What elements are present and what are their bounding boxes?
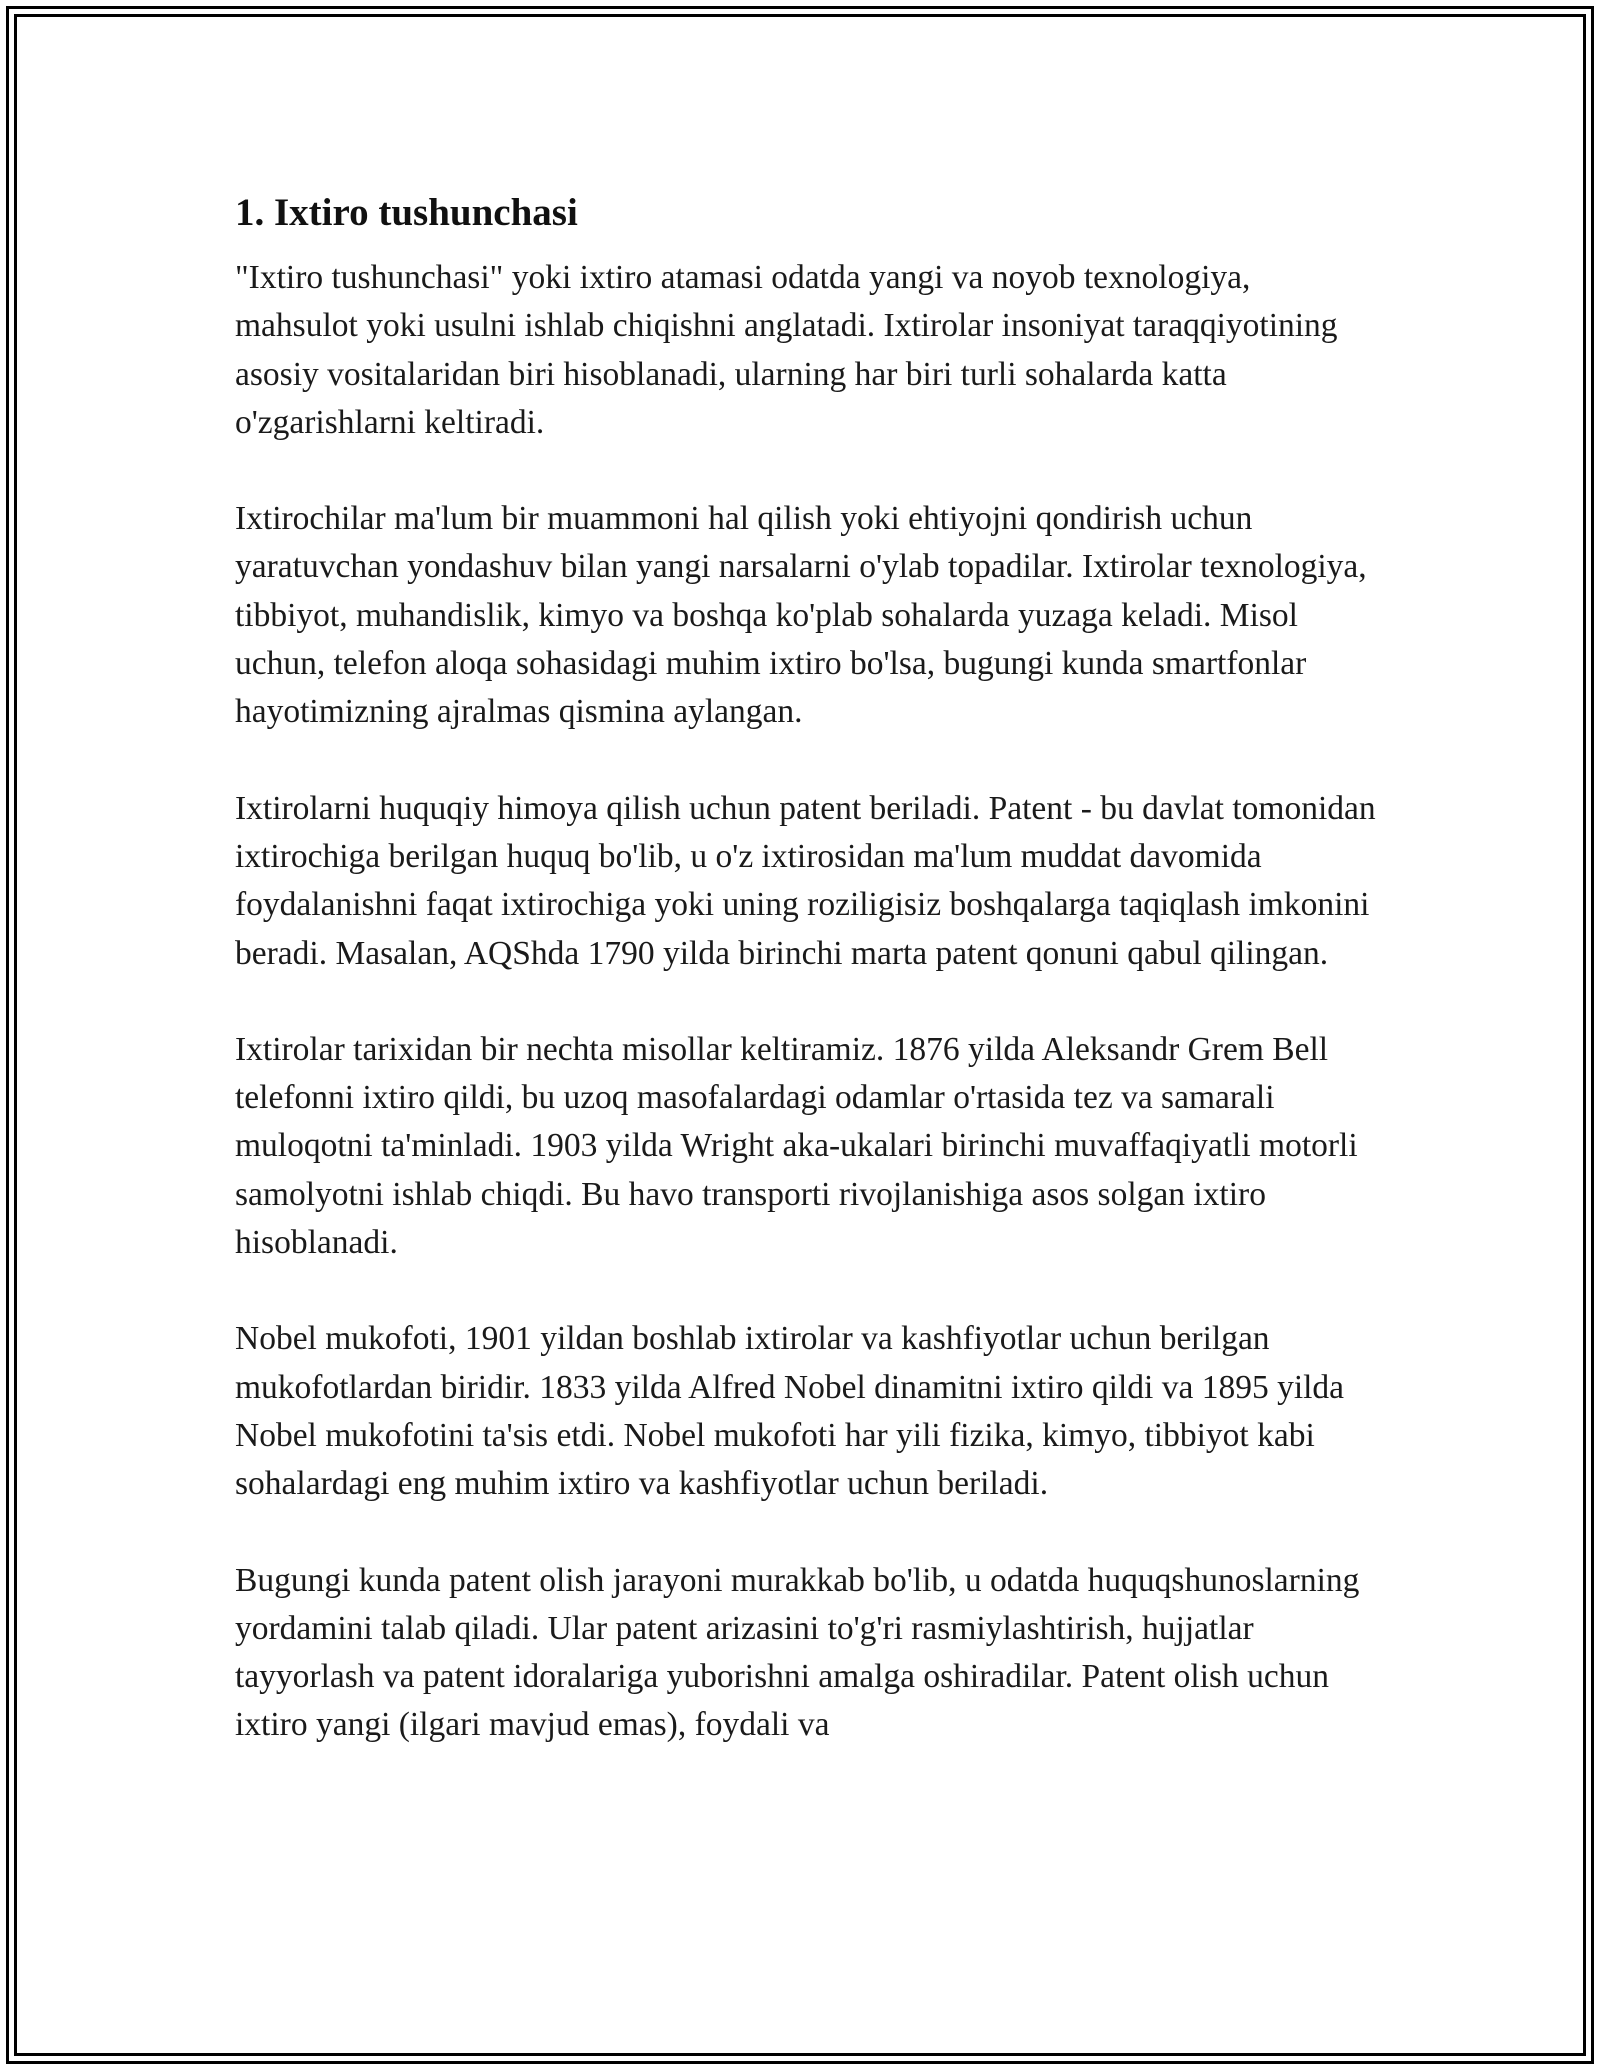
paragraph-1: "Ixtiro tushunchasi" yoki ixtiro atamasi odatda yangi va noyob texnologiya, mahsulot yoki usulni ishlab chiqishni anglatadi. Ixtirolar insoniyat taraqqiyotining asosiy vositalaridan biri hisoblanadi, ularning har biri turli sohalarda katta o'zgarishlarni keltiradi. bbox=[235, 259, 1338, 441]
paragraph-2: Ixtirochilar ma'lum bir muammoni hal qilish yoki ehtiyojni qondirish uchun yaratuvchan yondashuv bilan yangi narsalarni o'ylab topadilar. Ixtirolar texnologiya, tibbiyot, muhandislik, kimyo va boshqa ko'plab sohalarda yuzaga keladi. Misol uchun, telefon aloqa sohasidagi muhim ixtiro bo'lsa, bugungi kunda smartfonlar hayotimizning ajralmas qismina aylangan. bbox=[235, 500, 1367, 731]
section-heading: 1. Ixtiro tushunchasi bbox=[235, 191, 578, 234]
paragraph-5: Nobel mukofoti, 1901 yildan boshlab ixtirolar va kashfiyotlar uchun berilgan mukofotlardan biridir. 1833 yilda Alfred Nobel dinamitni ixtiro qildi va 1895 yilda Nobel mukofotini ta'sis etdi. Nobel mukofoti har yili fizika, kimyo, tibbiyot kabi sohalardagi eng muhim ixtiro va kashfiyotlar uchun beriladi. bbox=[235, 1320, 1345, 1503]
paragraph-3: Ixtirolarni huquqiy himoya qilish uchun patent beriladi. Patent - bu davlat tomonidan ixtirochiga berilgan huquq bo'lib, u o'z ixtirosidan ma'lum muddat davomida foydalanishni faqat ixtirochiga yoki uning roziligisiz boshqalarga taqiqlash imkonini beradi. Masalan, AQShda 1790 yilda birinchi marta patent qonuni qabul qilingan. bbox=[235, 789, 1376, 972]
document-body bbox=[235, 188, 1380, 1798]
paragraph-6: Bugungi kunda patent olish jarayoni murakkab bo'lib, u odatda huquqshunoslarning yordamini talab qiladi. Ular patent arizasini to'g'ri rasmiylashtirish, hujjatlar tayyorlash va patent idoralariga yuborishni amalga oshiradilar. Patent olish uchun ixtiro yangi (ilgari mavjud emas), foydali va bbox=[235, 1561, 1360, 1744]
paragraph-4: Ixtirolar tarixidan bir nechta misollar keltiramiz. 1876 yilda Aleksandr Grem Bell telefonni ixtiro qildi, bu uzoq masofalardagi odamlar o'rtasida tez va samarali muloqotni ta'minladi. 1903 yilda Wright aka-ukalari birinchi muvaffaqiyatli motorli samolyotni ishlab chiqdi. Bu havo transporti rivojlanishiga asos solgan ixtiro hisoblanadi. bbox=[235, 1030, 1358, 1262]
